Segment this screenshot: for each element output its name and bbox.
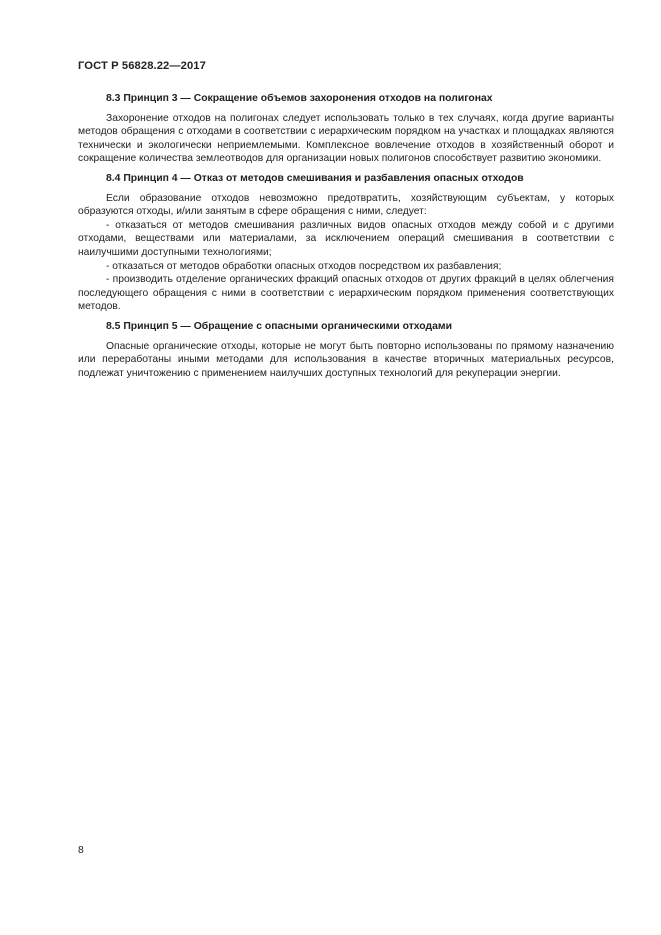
document-body	[78, 92, 614, 386]
document-id: ГОСТ Р 56828.22—2017	[78, 60, 206, 72]
section-8-3	[78, 92, 614, 166]
list-item: - отказаться от методов обработки опасных отходов посредством их разбавления;	[106, 260, 502, 272]
page-number: 8	[78, 845, 84, 856]
list-item: - производить отделение органических фракций опасных отходов от других фракций в целях облегчения последующего обращения с ними в соответствии с иерархическим порядком применения соответствующих методов.	[78, 274, 614, 313]
section-heading: 8.4 Принцип 4 — Отказ от методов смешивания и разбавления опасных отходов	[106, 172, 524, 184]
paragraph: Опасные органические отходы, которые не могут быть повторно использованы по прямому назначению или переработаны иными методами для использования в качестве вторичных материальных ресурсов, подлежат уничтожению с применением наилучших доступных технологий для рекуперации энергии.	[78, 340, 614, 379]
section-8-4	[78, 172, 614, 314]
section-heading: 8.5 Принцип 5 — Обращение с опасными органическими отходами	[106, 320, 452, 332]
paragraph: Если образование отходов невозможно предотвратить, хозяйствующим субъектам, у которых образуются отходы, и/или занятым в сфере обращения с ними, следует:	[78, 192, 614, 218]
paragraph: Захоронение отходов на полигонах следует использовать только в тех случаях, когда другие варианты методов обращения с отходами в соответствии с иерархическим порядком на участках и площадках являются технически и экологически неприемлемыми. Комплексное вовлечение отходов в хозяйственный оборот и сокращение количества землеотводов для организации новых полигонов способствует развитию экономики.	[78, 112, 614, 165]
section-heading: 8.3 Принцип 3 — Сокращение объемов захоронения отходов на полигонах	[106, 93, 493, 104]
list-item: - отказаться от методов смешивания различных видов опасных отходов между собой и с другими отходами, веществами или материалами, за исключением операций смешивания в соответствии с наилучшими доступными технологиями;	[78, 219, 614, 258]
section-8-5	[78, 320, 614, 380]
